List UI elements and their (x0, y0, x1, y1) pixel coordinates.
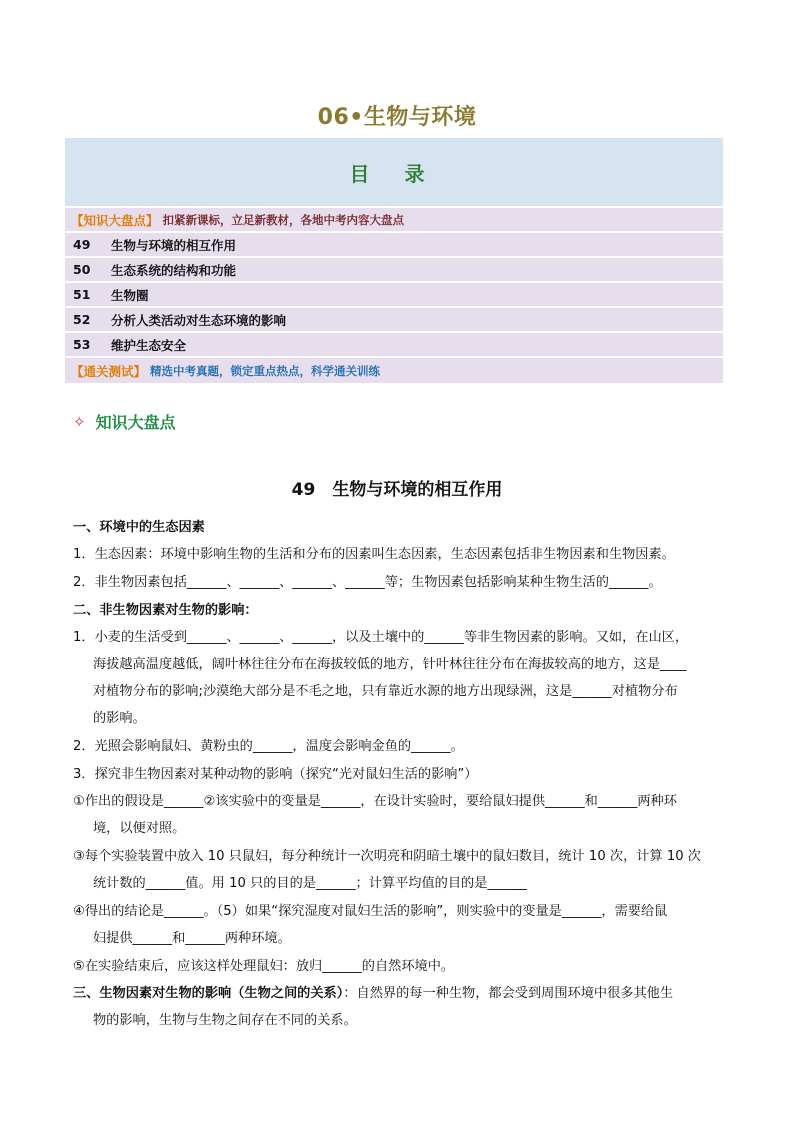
section-desc: 精选中考真题，锁定重点热点，科学通关训练 (150, 363, 381, 378)
text-line: ⑤在实验结束后，应该这样处理鼠妇：放归______的自然环境中。 (73, 959, 455, 974)
knowledge-heading (73, 410, 176, 433)
sparkle-icon: ✧ (73, 412, 86, 431)
toc-item-text: 生物与环境的相互作用 (111, 237, 237, 253)
text-line: 的影响。 (93, 711, 146, 726)
page-title: 06•生物与环境 (317, 105, 477, 130)
text-line: ④得出的结论是______。（5）如果“探究湿度对鼠妇生活的影响”，则实验中的变量是______，需要给鼠 (73, 904, 668, 919)
toc-item-52[interactable] (65, 306, 723, 331)
text-line: 海拔越高温度越低，阔叶林往往分布在海拔较低的地方，针叶林往往分布在海拔较高的地方，这是____ (93, 657, 687, 672)
text-line: 3．探究非生物因素对某种动物的影响（探究“光对鼠妇生活的影响”） (73, 767, 478, 782)
text-line (73, 982, 673, 1001)
toc-section-knowledge[interactable] (65, 206, 723, 231)
toc-item-num: 51 (73, 287, 91, 302)
toc-item-text: 分析人类活动对生态环境的影响 (111, 312, 287, 328)
text-line: ①作出的假设是______②该实验中的变量是______，在设计实验时，要给鼠妇提供______和______两种环 (73, 794, 677, 809)
toc-item-num: 53 (73, 337, 91, 352)
text-line: 1．小麦的生活受到______、______、______，以及土壤中的______等非生物因素的影响。又如，在山区， (73, 630, 689, 645)
heading-inline: 三、生物因素对生物的影响（生物之间的关系） (73, 986, 344, 1001)
toc-item-50[interactable] (65, 256, 723, 281)
text-line: 1．生态因素：环境中影响生物的生活和分布的因素叫生态因素，生态因素包括非生物因素和生物因素。 (73, 547, 675, 562)
text-line: 妇提供______和______两种环境。 (93, 931, 291, 946)
toc-section-test[interactable] (65, 356, 723, 383)
text-line: 对植物分布的影响;沙漠绝大部分是不毛之地，只有靠近水源的地方出现绿洲，这是______对植物分布 (93, 684, 678, 699)
section-desc: 扣紧新课标，立足新教材，各地中考内容大盘点 (162, 212, 405, 227)
knowledge-heading-text: 知识大盘点 (95, 413, 176, 432)
toc-item-text: 生物圈 (111, 287, 149, 303)
text-line: 物的影响，生物与生物之间存在不同的关系。 (93, 1013, 357, 1028)
bracket-close: 】 (133, 363, 147, 379)
toc-item-num: 50 (73, 262, 91, 277)
toc-item-num: 49 (73, 237, 91, 252)
text-line: 境，以便对照。 (93, 821, 186, 836)
section-label: 知识大盘点 (83, 212, 147, 228)
toc-item-num: 52 (73, 312, 91, 327)
text-line: ③每个实验装置中放入 10 只鼠妇，每分种统计一次明亮和阴暗土壤中的鼠妇数目，统计 10 次，计算 10 次 (73, 849, 701, 864)
toc-item-text: 维护生态安全 (111, 337, 187, 353)
table-of-contents (65, 138, 723, 383)
text-line: 2．非生物因素包括______、______、______、______等；生物因素包括影响某种生物生活的______。 (73, 575, 662, 590)
heading-line: 一、环境中的生态因素 (73, 520, 205, 535)
toc-item-53[interactable] (65, 331, 723, 356)
text-inline: ：自然界的每一种生物，都会受到周围环境中很多其他生 (343, 986, 674, 1001)
bracket-close: 】 (146, 212, 159, 228)
toc-item-text: 生态系统的结构和功能 (111, 262, 237, 278)
bracket-open: 【 (71, 363, 84, 379)
toc-item-51[interactable] (65, 281, 723, 306)
section-heading: 49 生物与环境的相互作用 (291, 480, 503, 500)
section-label: 通关测试 (83, 363, 134, 379)
bracket-open: 【 (71, 212, 84, 228)
heading-line: 二、非生物因素对生物的影响： (73, 603, 258, 618)
toc-item-49[interactable] (65, 231, 723, 256)
text-line: 统计数的______值。用 10 只的目的是______；计算平均值的目的是______ (93, 876, 527, 891)
text-line: 2．光照会影响鼠妇、黄粉虫的______，温度会影响金鱼的______。 (73, 739, 464, 754)
toc-header: 目 录 (65, 138, 723, 206)
